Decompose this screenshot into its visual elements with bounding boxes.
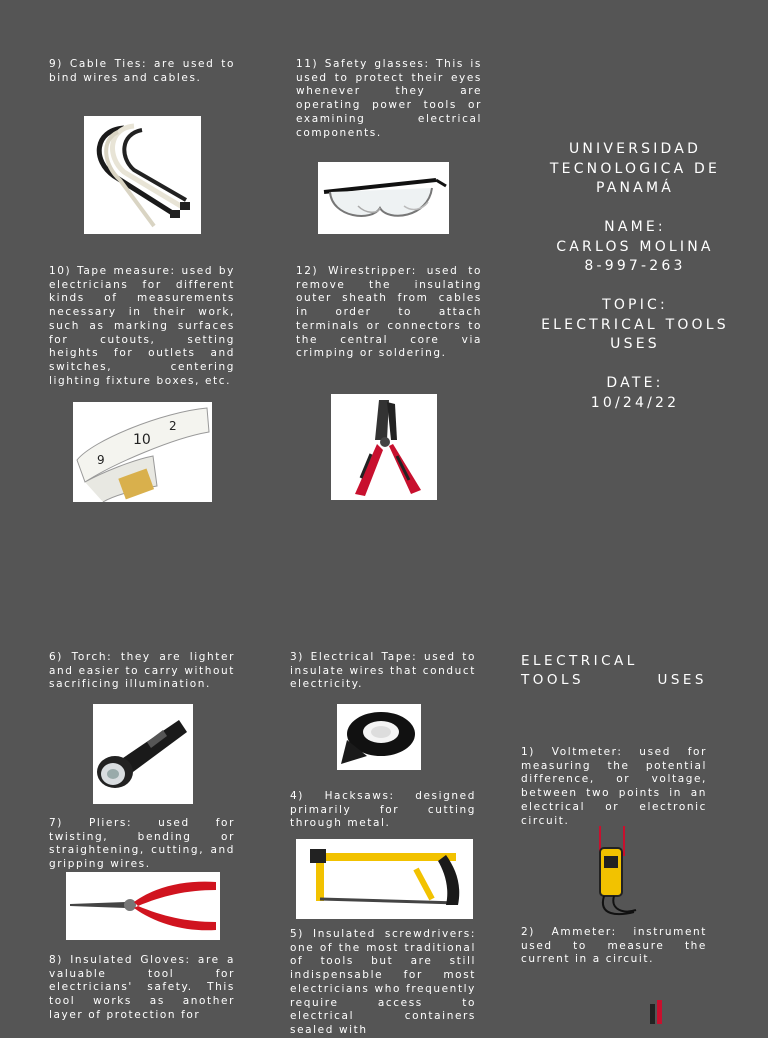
name-label: NAME: bbox=[604, 219, 666, 235]
cover-info bbox=[540, 140, 730, 413]
voltmeter-text: 1) Voltmeter: used for measuring the potential difference, or voltage, between two points in an electrical or electronic circuit. bbox=[521, 746, 707, 827]
ammeter-image bbox=[648, 1000, 664, 1024]
wirestripper-image bbox=[331, 394, 437, 500]
safety-glasses-text: 11) Safety glasses: This is used to protect their eyes whenever they are operating power tools or examining electrical components. bbox=[296, 58, 482, 139]
cable-ties-image bbox=[84, 116, 201, 234]
svg-text:2: 2 bbox=[169, 419, 177, 433]
cable-ties-text: 9) Cable Ties: are used to bind wires and cables. bbox=[49, 58, 235, 84]
torch-text: 6) Torch: they are lighter and easier to carry without sacrificing illumination. bbox=[49, 651, 235, 691]
topic-value: ELECTRICAL TOOLS USES bbox=[541, 316, 729, 352]
pliers-image bbox=[66, 872, 220, 940]
university-name: UNIVERSIDAD TECNOLOGICA DE PANAMÁ bbox=[549, 141, 721, 196]
topic-block bbox=[540, 296, 730, 355]
gloves-text: 8) Insulated Gloves: are a valuable tool for electricians' safety. This tool works as another layer of protection for bbox=[49, 954, 235, 1021]
pliers-text: 7) Pliers: used for twisting, bending or straightening, cutting, and gripping wires. bbox=[49, 817, 235, 871]
date-label: DATE: bbox=[606, 375, 664, 391]
electrical-tape-text: 3) Electrical Tape: used to insulate wires that conduct electricity. bbox=[290, 651, 476, 691]
wirestripper-text: 12) Wirestripper: used to remove the insulating outer sheath from cables in order to attach terminals or connectors to the central core via crimping or soldering. bbox=[296, 265, 482, 360]
torch-image bbox=[93, 704, 193, 804]
voltmeter-image bbox=[588, 826, 640, 918]
name-block bbox=[540, 218, 730, 277]
name-value: CARLOS MOLINA bbox=[556, 238, 714, 255]
electrical-tape-image bbox=[337, 704, 421, 770]
date-value: 10/24/22 bbox=[590, 394, 680, 411]
topic-label: TOPIC: bbox=[602, 297, 668, 313]
tape-measure-text: 10) Tape measure: used by electricians for different kinds of measurements necessary in their work, such as marking surfaces for cutouts, setting heights for outlets and switches, centering lighting fixture boxes, etc. bbox=[49, 265, 235, 387]
svg-text:9: 9 bbox=[97, 453, 105, 467]
id-number: 8-997-263 bbox=[584, 258, 686, 274]
safety-glasses-image bbox=[318, 162, 449, 234]
svg-text:10: 10 bbox=[133, 432, 151, 448]
ammeter-text: 2) Ammeter: instrument used to measure the current in a circuit. bbox=[521, 926, 707, 966]
screwdrivers-text: 5) Insulated screwdrivers: one of the most traditional of tools but are still indispensable for most electricians who frequently require access to electrical containers sealed with bbox=[290, 928, 476, 1036]
hacksaws-text: 4) Hacksaws: designed primarily for cutting through metal. bbox=[290, 790, 476, 830]
date-block bbox=[540, 374, 730, 413]
section-heading: ELECTRICAL TOOLS USES bbox=[521, 653, 707, 688]
tape-measure-image bbox=[73, 402, 212, 502]
hacksaw-image bbox=[296, 839, 473, 919]
